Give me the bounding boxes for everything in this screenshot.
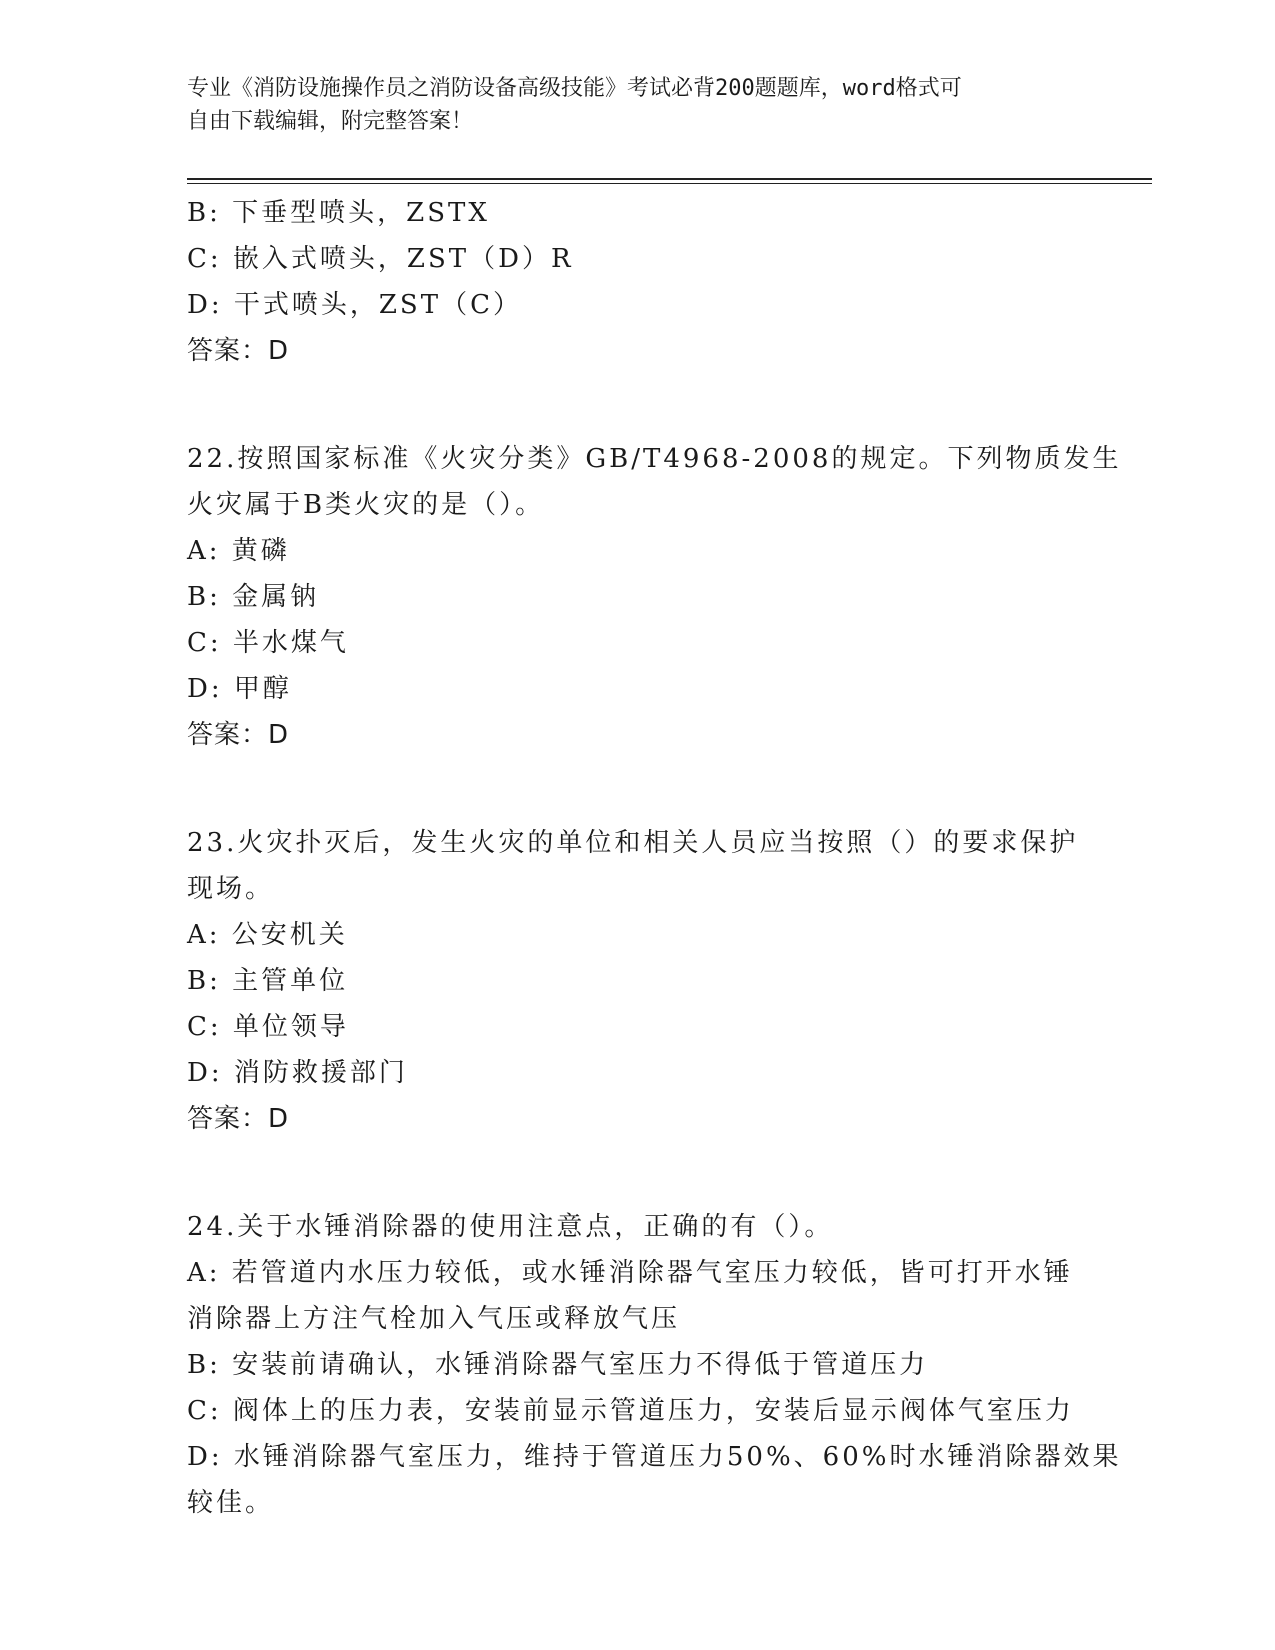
option-b: B: 金属钠	[187, 582, 320, 612]
question-23	[187, 820, 1087, 1142]
option-a: A: 若管道内水压力较低，或水锤消除器气室压力较低，皆可打开水锤	[187, 1258, 1073, 1288]
option-c: C: 单位领导	[187, 1012, 349, 1042]
header-rule-thin	[187, 183, 1152, 184]
option-a: A: 黄磷	[187, 536, 290, 566]
question-stem: 23.火灾扑灭后，发生火灾的单位和相关人员应当按照（）的要求保护	[187, 828, 1079, 858]
option-c: C: 嵌入式喷头，ZST（D）R	[187, 244, 574, 274]
document-header	[187, 72, 1087, 138]
option-d-cont: 较佳。	[187, 1488, 275, 1518]
answer: 答案：D	[187, 1104, 290, 1134]
question-22	[187, 436, 1122, 758]
option-d: D: 干式喷头，ZST（C）	[187, 290, 522, 320]
option-c: C: 半水煤气	[187, 628, 349, 658]
question-stem: 22.按照国家标准《火灾分类》GB/T4968-2008的规定。下列物质发生	[187, 444, 1122, 474]
option-d: D: 水锤消除器气室压力，维持于管道压力50%、60%时水锤消除器效果	[187, 1442, 1122, 1472]
option-a-cont: 消除器上方注气栓加入气压或释放气压	[187, 1304, 681, 1334]
question-stem-cont: 火灾属于B类火灾的是（）。	[187, 490, 545, 520]
question-stem: 24.关于水锤消除器的使用注意点，正确的有（）。	[187, 1212, 834, 1242]
question-21-tail	[187, 190, 1087, 374]
question-stem-cont: 现场。	[187, 874, 275, 904]
option-c: C: 阀体上的压力表，安装前显示管道压力，安装后显示阀体气室压力	[187, 1396, 1074, 1426]
answer: 答案：D	[187, 336, 290, 366]
option-a: A: 公安机关	[187, 920, 348, 950]
option-b: B: 主管单位	[187, 966, 349, 996]
answer: 答案：D	[187, 720, 290, 750]
option-b: B: 安装前请确认，水锤消除器气室压力不得低于管道压力	[187, 1350, 929, 1380]
question-24	[187, 1204, 1122, 1526]
header-line-1: 专业《消防设施操作员之消防设备高级技能》考试必背200题题库，word格式可	[187, 76, 962, 101]
header-line-2: 自由下载编辑，附完整答案！	[187, 109, 474, 134]
option-d: D: 消防救援部门	[187, 1058, 408, 1088]
header-rule-thick	[187, 178, 1152, 180]
option-b: B: 下垂型喷头，ZSTX	[187, 198, 490, 228]
option-d: D: 甲醇	[187, 674, 292, 704]
question-list	[187, 190, 1122, 1526]
